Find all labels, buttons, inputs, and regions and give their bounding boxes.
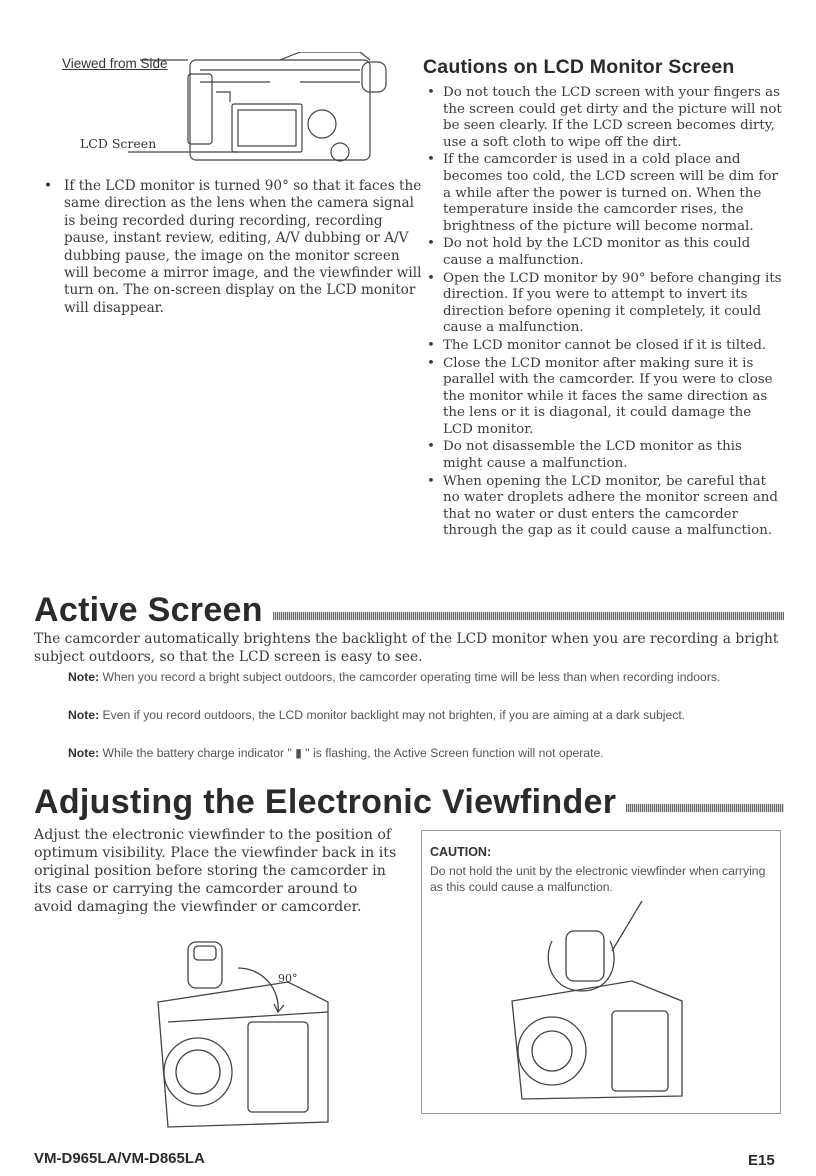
angle-label: 90° [278, 972, 298, 985]
note-text: Even if you record outdoors, the LCD monitor backlight may not brighten, if you are aiming at a dark subject. [102, 708, 686, 722]
caution-text: Do not hold the unit by the electronic viewfinder when carrying as this could cause a malfunction. [430, 864, 766, 894]
caution-title: CAUTION: [430, 845, 492, 859]
caution-item: • Do not hold by the LCD monitor as this could cause a malfunction. [423, 236, 785, 269]
heading-rule [273, 612, 784, 620]
cautions-list [423, 85, 785, 540]
viewed-from-side-label: Viewed from Side [62, 56, 168, 71]
note-text: While the battery charge indicator " ▮ " is flashing, the Active Screen function will not operate. [102, 746, 604, 760]
viewfinder-rotation-figure [128, 932, 348, 1137]
side-view-figure [40, 52, 400, 172]
active-screen-title: Active Screen [34, 591, 263, 629]
caution-item: • If the camcorder is used in a cold place and becomes too cold, the LCD screen will be dim for a while after the power is turned on. When the temperature inside the camcorder rises, the brightness of the picture will become normal. [423, 152, 785, 235]
evf-heading [34, 783, 784, 822]
caution-item: • Close the LCD monitor after making sure it is parallel with the camcorder. If you were to close the monitor while it faces the same direction as the lens or it is diagonal, it could damage the LCD monitor. [423, 356, 785, 439]
mirror-image-note: • If the LCD monitor is turned 90° so that it faces the same direction as the lens when the camera signal is being recorded during recording, recording pause, instant review, editing, A/V dubbing or A/V dubbing pause, the image on the monitor screen will become a mirror image, and the viewfinder will turn on. The on-screen display on the LCD monitor will disappear. [42, 178, 426, 317]
active-screen-heading [34, 591, 784, 630]
heading-rule [626, 804, 784, 812]
active-screen-note [68, 707, 784, 723]
active-screen-note [68, 669, 784, 685]
active-screen-note [68, 745, 784, 761]
caution-box [421, 830, 781, 1114]
note-label: Note: [68, 670, 100, 684]
note-label: Note: [68, 746, 100, 760]
note-text: When you record a bright subject outdoors, the camcorder operating time will be less than when recording indoors. [102, 670, 721, 684]
cautions-section [423, 56, 785, 541]
page-number: E15 [748, 1152, 775, 1169]
caution-item: • Do not touch the LCD screen with your fingers as the screen could get dirty and the picture will not be seen clearly. If the LCD screen becomes dirty, use a soft cloth to wipe off the dirt. [423, 85, 785, 151]
hand-holding-camcorder-illustration [492, 891, 722, 1101]
lcd-screen-label: LCD Screen [80, 136, 157, 151]
active-screen-body: The camcorder automatically brightens the backlight of the LCD monitor when you are recording a bright subject outdoors, so that the LCD screen is easy to see. [34, 631, 779, 665]
model-number: VM-D965LA/VM-D865LA [34, 1150, 205, 1167]
camcorder-viewfinder-illustration [128, 932, 348, 1132]
caution-item: • The LCD monitor cannot be closed if it is tilted. [423, 338, 785, 355]
caution-item: • When opening the LCD monitor, be careful that no water droplets adhere the monitor screen and that no water or dust enters the camcorder through the gap as it could cause a malfunction. [423, 474, 785, 540]
evf-body: Adjust the electronic viewfinder to the position of optimum visibility. Place the viewfinder back in its original position before storing the camcorder in its case or carrying the camcorder around to avoid damaging the viewfinder or camcorder. [34, 827, 397, 915]
evf-title: Adjusting the Electronic Viewfinder [34, 783, 617, 821]
caution-item: • Open the LCD monitor by 90° before changing its direction. If you were to attempt to invert its direction before opening it completely, it could cause a malfunction. [423, 271, 785, 337]
cautions-title: Cautions on LCD Monitor Screen [423, 56, 735, 78]
note-label: Note: [68, 708, 100, 722]
caution-item: • Do not disassemble the LCD monitor as this might cause a malfunction. [423, 439, 785, 472]
